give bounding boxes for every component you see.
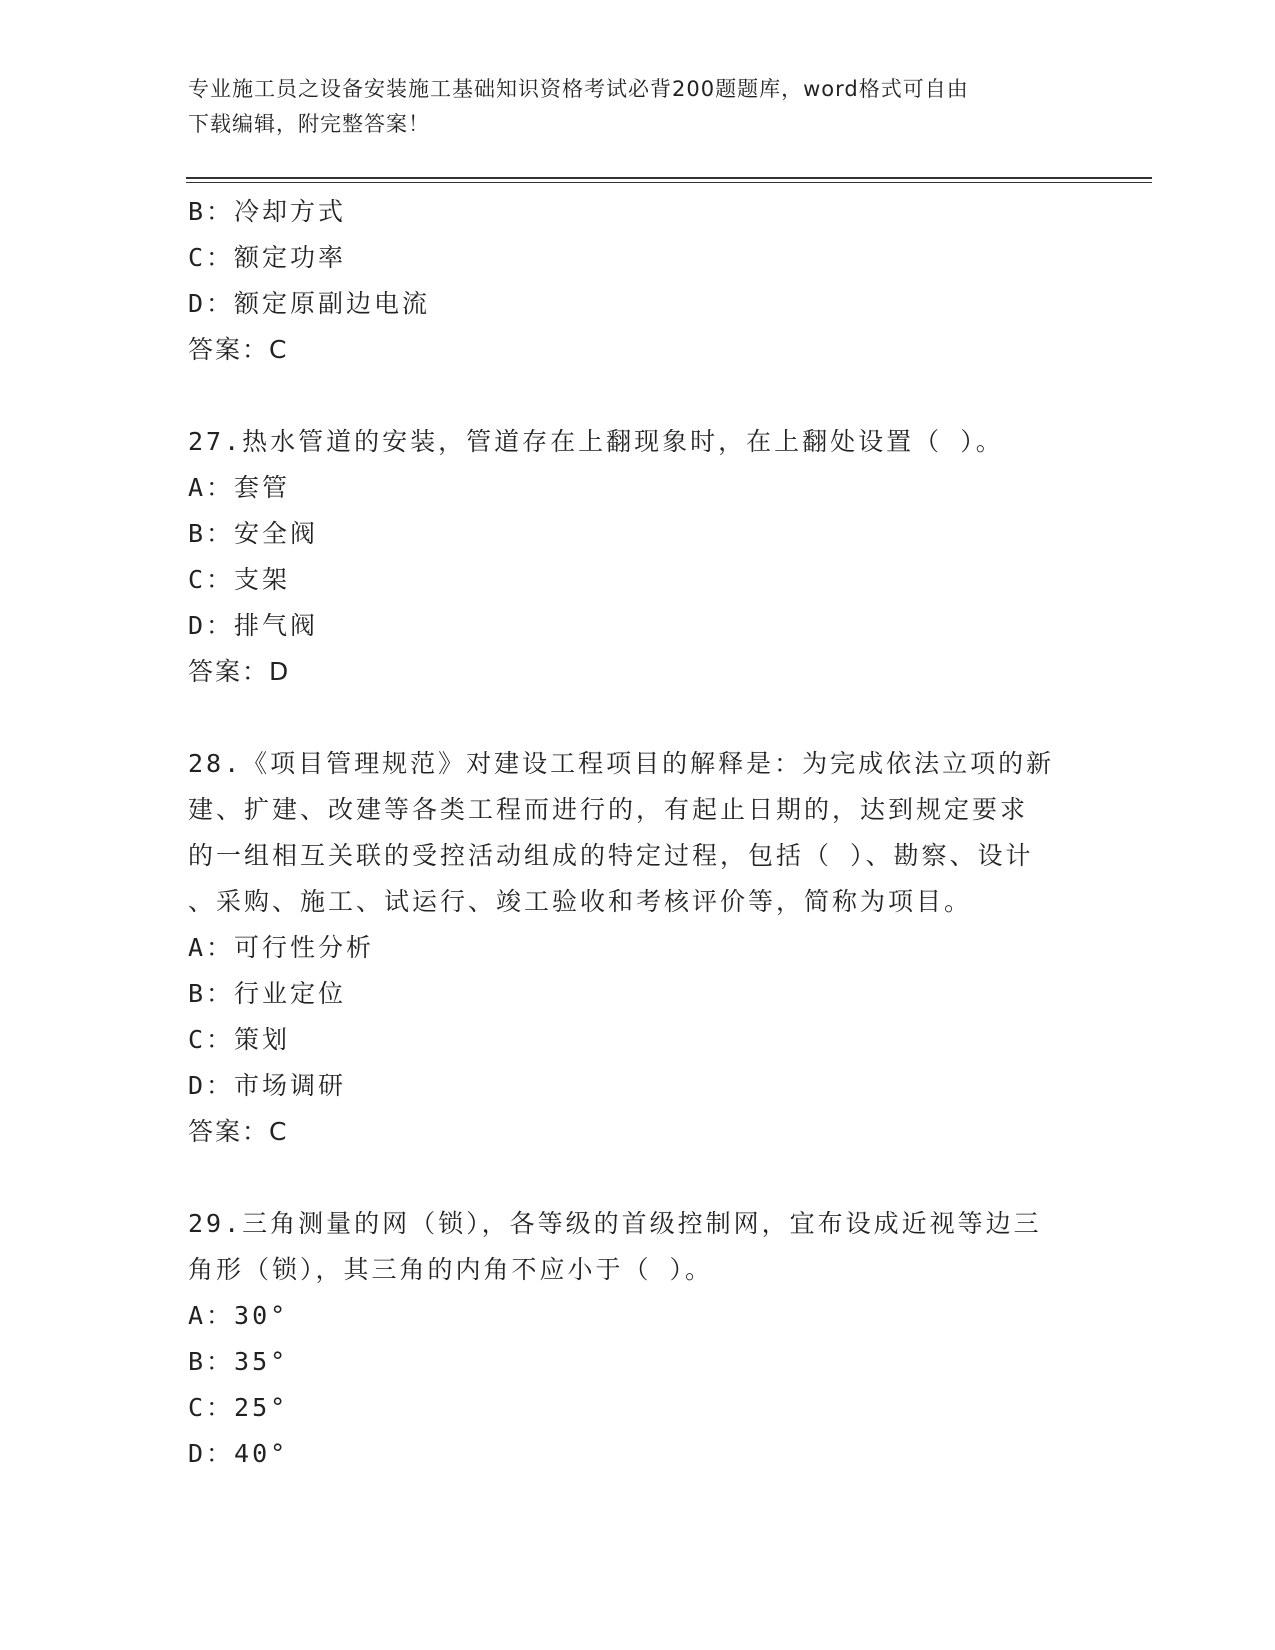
question-28	[188, 741, 1088, 1155]
header-divider-thin	[186, 182, 1152, 183]
question-stem-line-4: 、采购、施工、试运行、竣工验收和考核评价等，简称为项目。	[188, 887, 973, 916]
question-stem-line-2: 角形（锁），其三角的内角不应小于（ ）。	[188, 1255, 714, 1284]
header-line-2: 下载编辑，附完整答案！	[188, 112, 430, 136]
question-stem-line-3: 的一组相互关联的受控活动组成的特定过程，包括（ ）、勘察、设计	[188, 841, 1034, 870]
option-b: B：安全阀	[188, 519, 319, 548]
option-a: A：可行性分析	[188, 933, 375, 962]
option-b: B：行业定位	[188, 979, 347, 1008]
option-a: A：套管	[188, 473, 291, 502]
answer: 答案：C	[188, 1117, 289, 1146]
question-stem-line-1: 29.三角测量的网（锁），各等级的首级控制网，宜布设成近视等边三	[188, 1209, 1042, 1238]
question-stem-line-1: 28.《项目管理规范》对建设工程项目的解释是：为完成依法立项的新	[188, 749, 1055, 778]
answer: 答案：C	[188, 335, 289, 364]
option-d: D：市场调研	[188, 1071, 347, 1100]
document-header	[188, 72, 1088, 142]
question-stem-line-2: 建、扩建、改建等各类工程而进行的，有起止日期的，达到规定要求	[188, 795, 1029, 824]
option-c: C：额定功率	[188, 243, 347, 272]
option-b: B：冷却方式	[188, 197, 347, 226]
answer: 答案：D	[188, 657, 291, 686]
option-c: C：支架	[188, 565, 291, 594]
option-d: D：40°	[188, 1439, 289, 1468]
option-d: D：排气阀	[188, 611, 319, 640]
question-29	[188, 1201, 1088, 1477]
spacer	[188, 373, 1088, 419]
header-line-1: 专业施工员之设备安装施工基础知识资格考试必背200题题库，word格式可自由	[188, 77, 969, 101]
spacer	[188, 695, 1088, 741]
question-stem: 27.热水管道的安装，管道存在上翻现象时，在上翻处设置（ ）。	[188, 427, 1004, 456]
question-list	[188, 189, 1088, 1477]
question-27	[188, 419, 1088, 695]
option-c: C：25°	[188, 1393, 289, 1422]
spacer	[188, 1155, 1088, 1201]
header-divider-thick	[186, 177, 1152, 179]
question-26-tail	[188, 189, 1088, 373]
option-d: D：额定原副边电流	[188, 289, 431, 318]
option-b: B：35°	[188, 1347, 289, 1376]
option-a: A：30°	[188, 1301, 289, 1330]
option-c: C：策划	[188, 1025, 291, 1054]
